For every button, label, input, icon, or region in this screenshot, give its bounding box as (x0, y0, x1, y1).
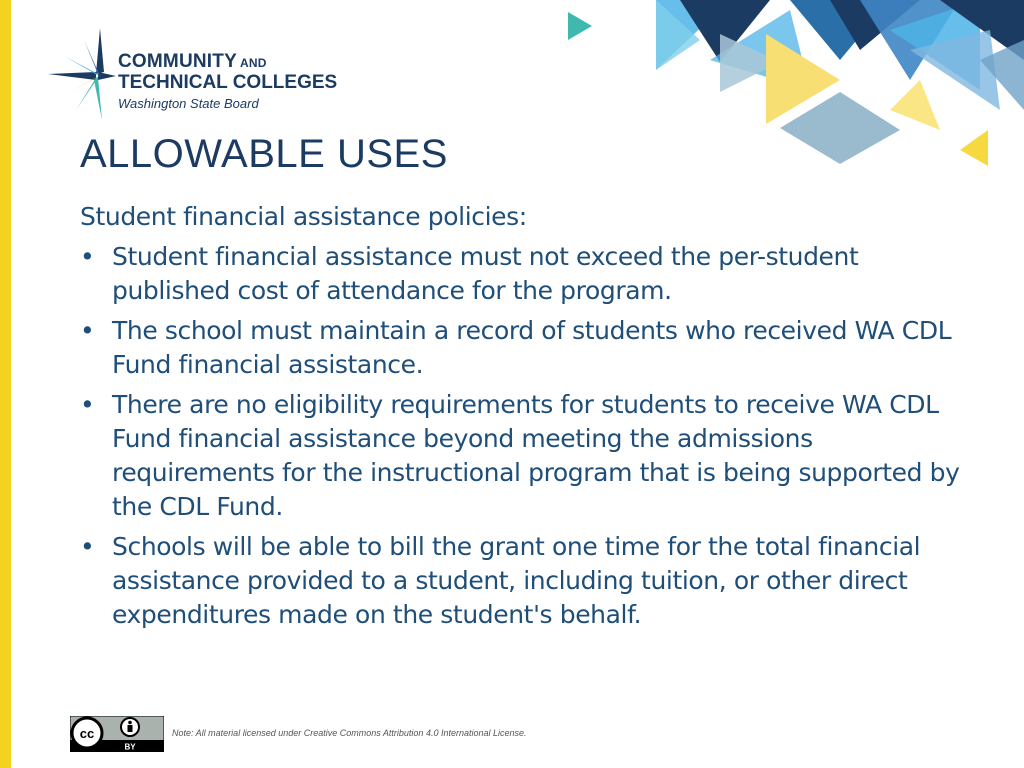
creative-commons-badge-icon (70, 716, 164, 752)
logo-line-2: TECHNICAL COLLEGES (118, 72, 338, 93)
list-item (80, 388, 960, 524)
left-accent-bar (0, 0, 11, 768)
list-item (80, 240, 960, 308)
badge-label: BY (124, 742, 136, 752)
decorative-triangles (560, 0, 1024, 180)
bullet-icon: • (80, 390, 95, 419)
bullet-text: Schools will be able to bill the grant one time for the total financial assistance provided to a student, including tuition, or other direct expenditures made on the student's behalf. (112, 532, 921, 629)
bullet-icon: • (80, 316, 95, 345)
svg-text:cc: cc (79, 726, 95, 741)
bullet-text: Student financial assistance must not exceed the per-student published cost of attendance for the program. (112, 242, 859, 305)
list-item (80, 314, 960, 382)
bullet-text: There are no eligibility requirements for students to receive WA CDL Fund financial assistance beyond meeting the admissions requirements for the instructional program that is being supported by the CDL Fund. (112, 390, 960, 521)
logo-line-3: Washington State Board (118, 96, 259, 111)
compass-star-icon (46, 26, 118, 122)
logo-community: COMMUNITY (118, 51, 237, 72)
logo-line-1 (118, 52, 337, 71)
logo-and: AND (239, 56, 267, 70)
slide-body (80, 200, 960, 638)
bullet-icon: • (80, 532, 95, 561)
bullet-icon: • (80, 242, 95, 271)
intro-text: Student financial assistance policies: (80, 202, 527, 231)
sbctc-logo (46, 26, 346, 122)
slide-title: ALLOWABLE USES (80, 132, 448, 176)
bullet-text: The school must maintain a record of students who received WA CDL Fund financial assistance. (112, 316, 952, 379)
bullet-list (80, 240, 960, 632)
logo-wordmark (118, 52, 337, 110)
license-note: Note: All material licensed under Creative Commons Attribution 4.0 International License. (172, 728, 527, 738)
list-item (80, 530, 960, 632)
